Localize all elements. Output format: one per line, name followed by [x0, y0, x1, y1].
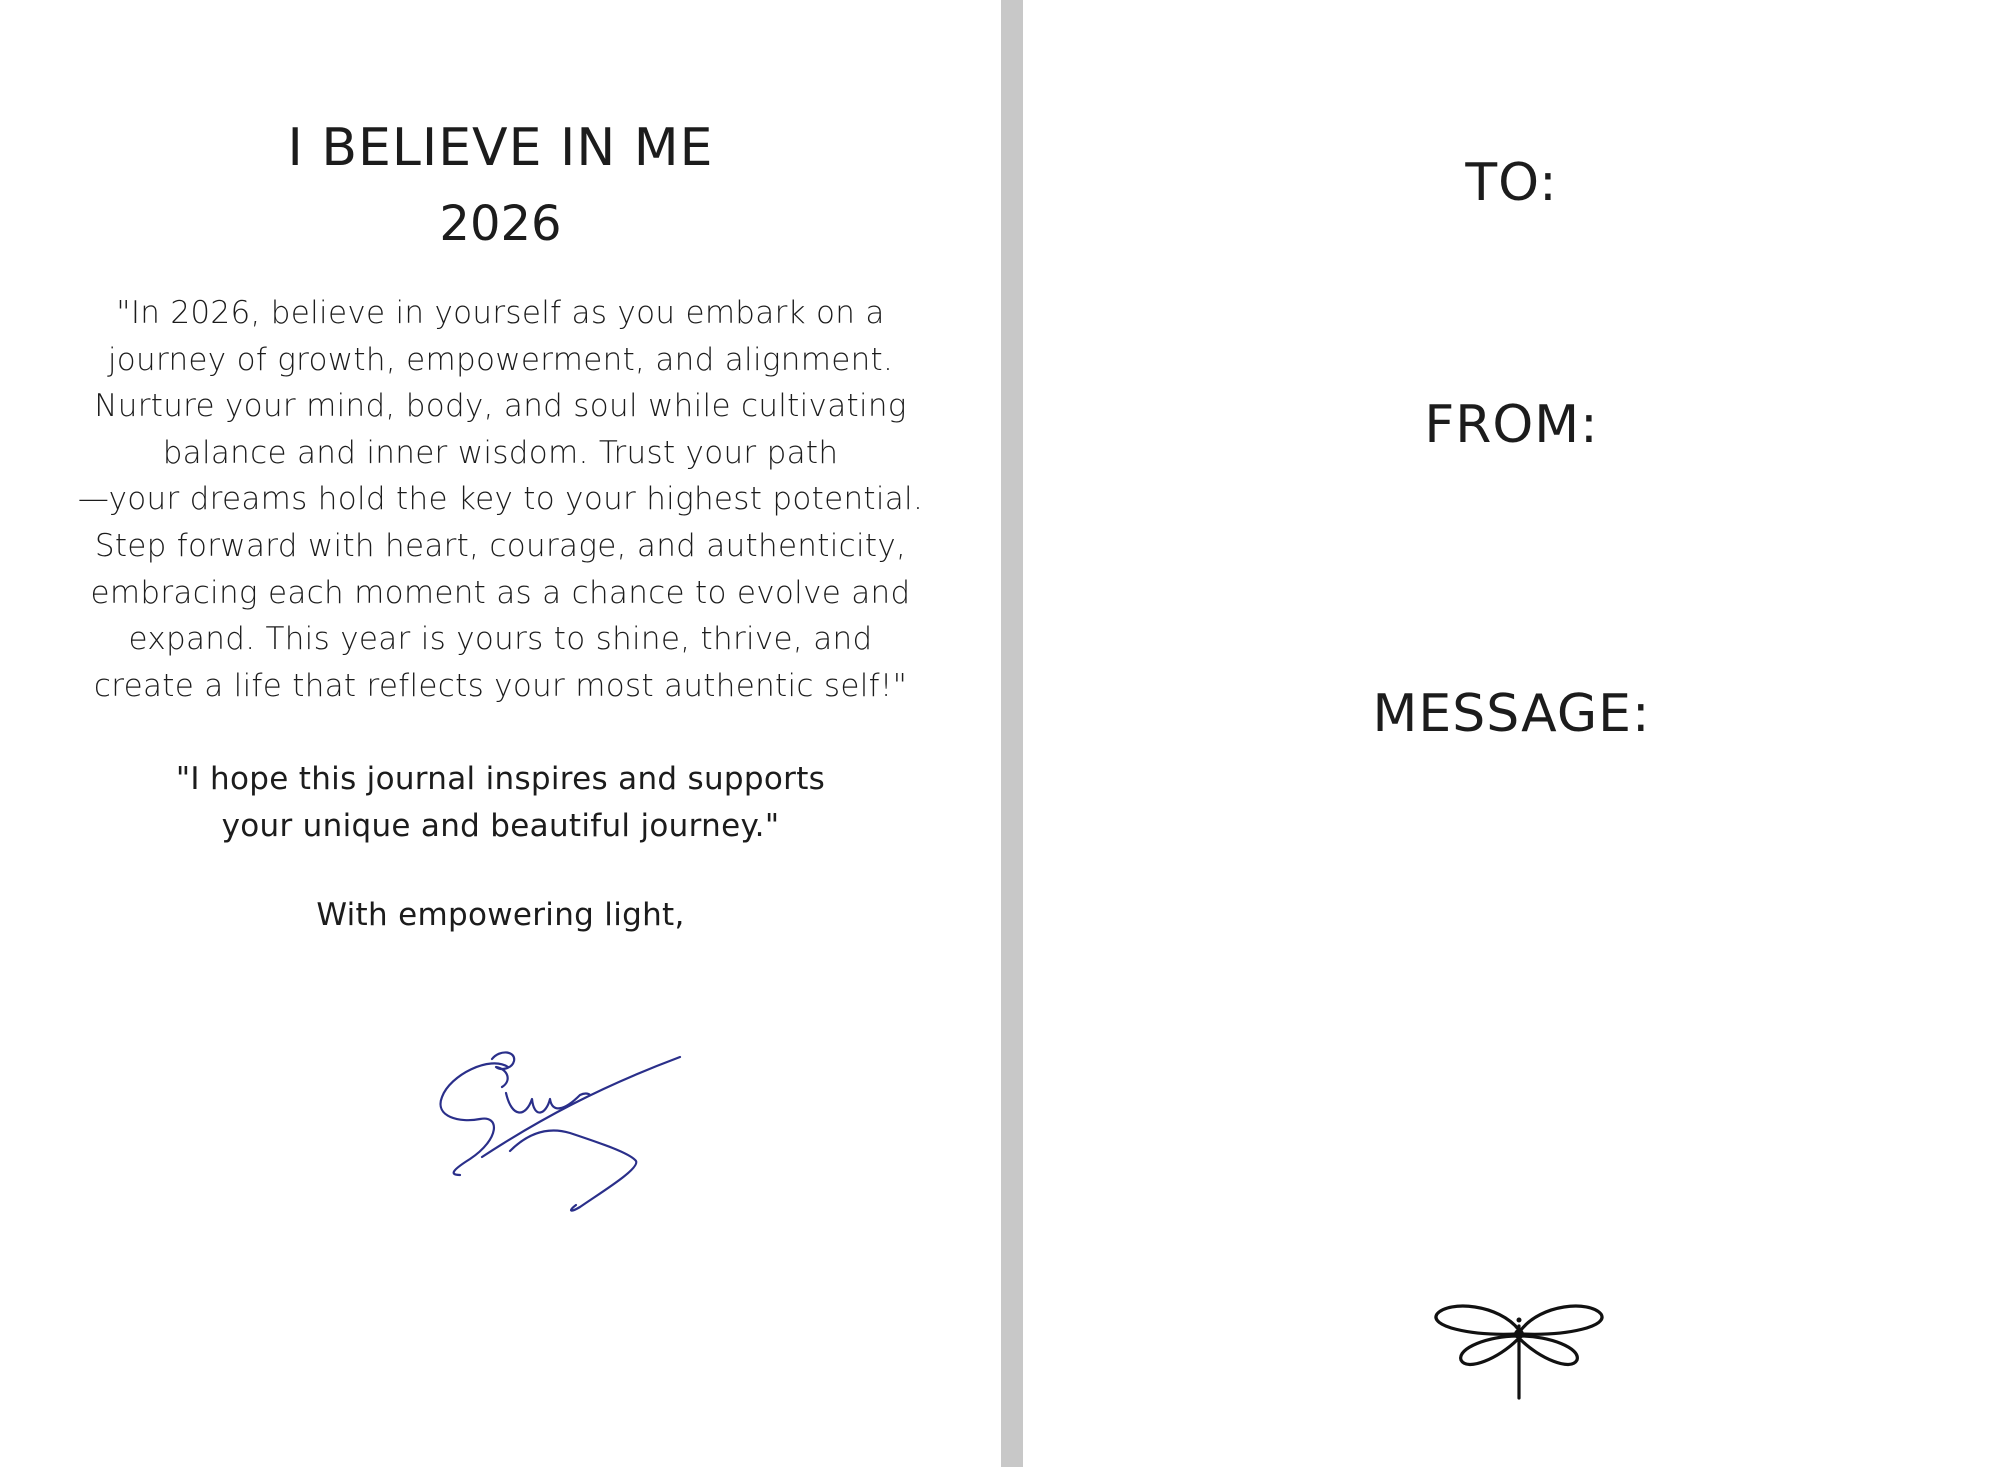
paragraph-line: expand. This year is yours to shine, thrive, and [128, 621, 873, 658]
dragonfly-icon [1429, 1290, 1609, 1410]
intro-paragraph [0, 290, 1001, 709]
quote-line: your unique and beautiful journey." [221, 807, 780, 844]
message-label: MESSAGE: [1372, 684, 1651, 744]
right-page [1023, 0, 2000, 1467]
hope-quote [0, 756, 1001, 849]
paragraph-line: "In 2026, believe in yourself as you embark on a [116, 295, 885, 331]
to-label: TO: [1465, 153, 1558, 213]
paragraph-line: —your dreams hold the key to your highest potential. [77, 481, 924, 518]
paragraph-line: balance and inner wisdom. Trust your path [162, 434, 839, 471]
paragraph-line: journey of growth, empowerment, and alignment. [107, 341, 894, 378]
page-year: 2026 [439, 196, 562, 252]
page-title: I BELIEVE IN ME [287, 118, 714, 178]
paragraph-line: create a life that reflects your most authentic self!" [93, 667, 908, 704]
paragraph-line: embracing each moment as a chance to evolve and [90, 574, 911, 611]
paragraph-line: Step forward with heart, courage, and authenticity, [94, 527, 907, 564]
closing-line: With empowering light, [316, 897, 685, 933]
quote-line: "I hope this journal inspires and supports [175, 761, 826, 797]
from-label: FROM: [1424, 395, 1599, 455]
page-gutter [1001, 0, 1023, 1467]
paragraph-line: Nurture your mind, body, and soul while cultivating [94, 388, 907, 425]
signature [430, 1035, 690, 1215]
